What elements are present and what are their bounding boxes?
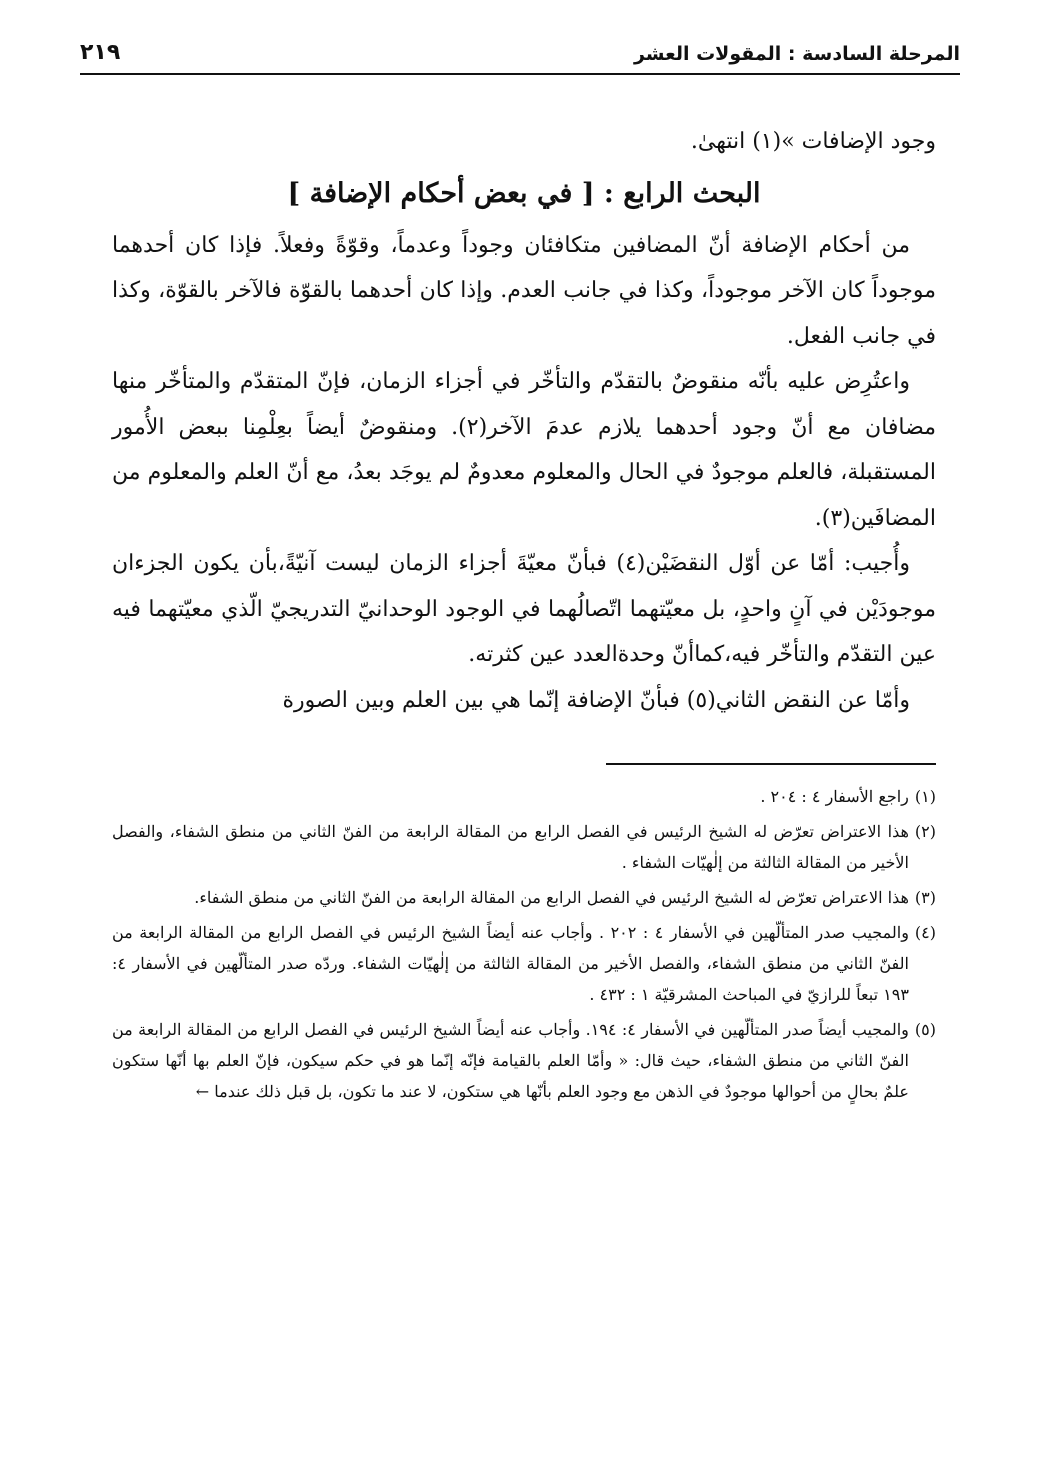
footnote <box>112 781 936 812</box>
footnote-text: والمجيب أيضاً صدر المتألّهين في الأسفار ٤: ١٩٤. وأجاب عنه أيضاً الشيخ الرئيس في الفصل الرابع من المقالة الرابعة من الفنّ الثاني من منطق الشفاء، حيث قال: « وأمّا العلم بالقيامة فإنّه إنّما هو في حكم سيكون، فإنّ العلم بها أنّها ستكون علمٌ بحالٍ من أحوالها موجودٌ في الذهن مع وجود العلم بأنّها هي ستكون، لا عند ما تكون، بل قبل ذلك عندما ← <box>112 1020 909 1101</box>
page-number: ٢١٩ <box>80 40 121 65</box>
paragraph: واعتُرِض عليه بأنّه منقوضٌ بالتقدّم والتأخّر في أجزاء الزمان، فإنّ المتقدّم والمتأخّر منها مضافان مع أنّ وجود أحدهما يلازم عدمَ الآخر(٢). ومنقوضٌ أيضاً بعِلْمِنا ببعض الأُمور المستقبلة، فالعلم موجودٌ في الحال والمعلوم معدومٌ لم يوجَد بعدُ، مع أنّ العلم والمعلوم من المضافَين(٣). <box>112 369 936 531</box>
footnote <box>112 882 936 913</box>
footnote-text: هذا الاعتراض تعرّض له الشيخ الرئيس في الفصل الرابع من المقالة الرابعة من الفنّ الثاني من منطق الشفاء، والفصل الأخير من المقالة الثالثة من إلٰهيّات الشفاء . <box>112 822 909 872</box>
footnote-number: (٥) <box>914 1020 936 1039</box>
section-heading: البحث الرابع : [ في بعض أحكام الإضافة ] <box>287 177 761 209</box>
paragraph: وأمّا عن النقض الثاني(٥) فبأنّ الإضافة إنّما هي بين العلم وبين الصورة <box>282 687 910 713</box>
paragraph: من أحكام الإضافة أنّ المضافين متكافئان وجوداً وعدماً، وقوّةً وفعلاً. فإذا كان أحدهما موجوداً كان الآخر موجوداً، وكذا في جانب العدم. وإذا كان أحدهما بالقوّة فالآخر بالقوّة، وكذا في جانب الفعل. <box>112 232 936 349</box>
footnote-number: (٤) <box>914 923 936 942</box>
footnote-separator <box>606 763 936 765</box>
running-header <box>80 40 960 75</box>
footnotes <box>112 781 936 1107</box>
footnote-number: (٢) <box>914 822 936 841</box>
paragraph: وأُجيب: أمّا عن أوّل النقضَيْن(٤) فبأنّ معيّةَ أجزاء الزمان ليست آنيّةً،بأن يكون الجزءان موجودَيْن في آنٍ واحدٍ، بل معيّتهما اتّصالُهما في الوجود الوحدانيّ التدريجيّ الّذي معيّتهما فيه عين التقدّم والتأخّر فيه،كماأنّ وحدةالعدد عين كثرته. <box>112 551 936 667</box>
footnote-text: هذا الاعتراض تعرّض له الشيخ الرئيس في الفصل الرابع من المقالة الرابعة من الفنّ الثاني من منطق الشفاء. <box>194 888 909 907</box>
footnote <box>112 917 936 1010</box>
footnote <box>112 1014 936 1107</box>
footnote-text: راجع الأسفار ٤ : ٢٠٤ . <box>760 787 909 806</box>
continuation-line: وجود الإضافات »(١) انتهىٰ. <box>690 129 936 154</box>
footnote-number: (٣) <box>914 888 936 907</box>
footnote <box>112 816 936 878</box>
main-text <box>112 119 936 723</box>
footnote-number: (١) <box>914 787 936 806</box>
footnote-text: والمجيب صدر المتألّهين في الأسفار ٤ : ٢٠٢ . وأجاب عنه أيضاً الشيخ الرئيس في الفصل الرابع من المقالة الرابعة من الفنّ الثاني من منطق الشفاء، والفصل الأخير من المقالة الثالثة من إلٰهيّات الشفاء. وردّه صدر المتألّهين في الأسفار ٤: ١٩٣ تبعاً للرازيّ في المباحث المشرقيّة ١ : ٤٣٢ . <box>112 923 909 1004</box>
header-title: المرحلة السادسة : المقولات العشر <box>633 43 960 65</box>
